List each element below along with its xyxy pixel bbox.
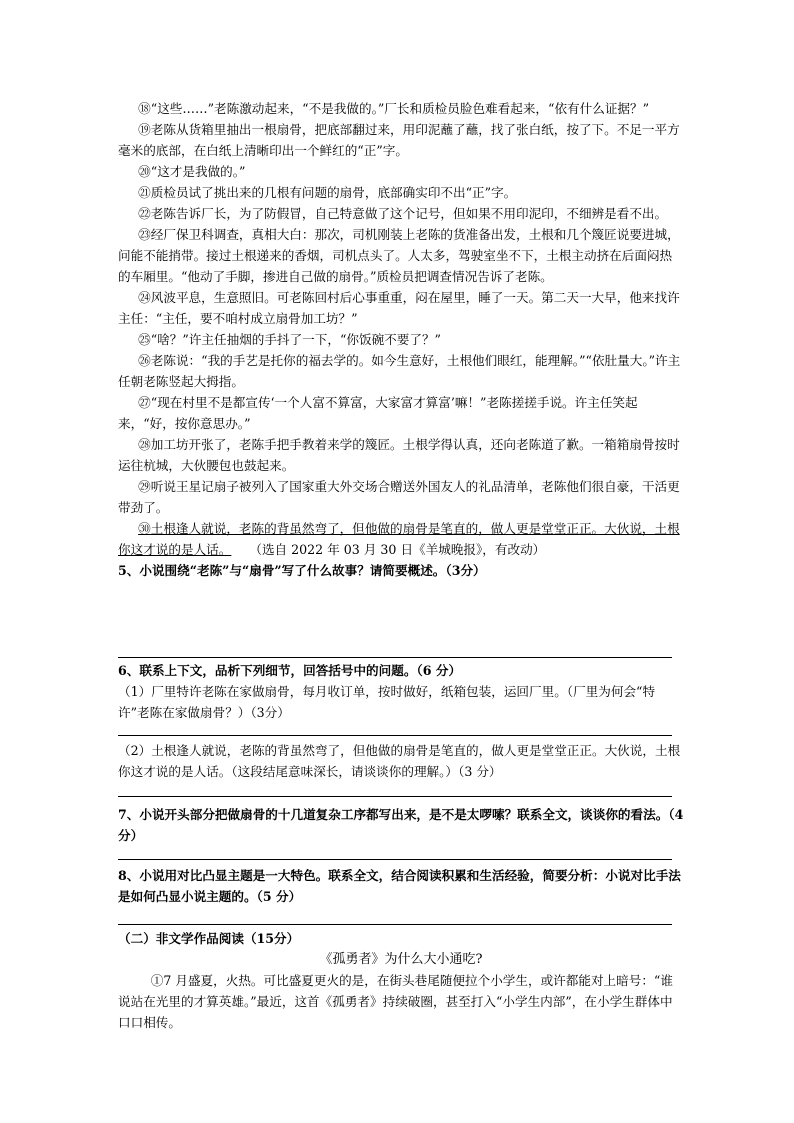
question-5: 5、小说围绕“老陈”与“扇骨”写了什么故事？请简要概述。（3分）: [118, 563, 486, 578]
question-6-part-2-block: [118, 740, 684, 782]
paragraph-18: ⑱“这些……”老陈激动起来，“不是我做的。”厂长和质检员脸色难看起来，“依有什么证据？”: [138, 101, 650, 116]
answer-line: [118, 796, 672, 797]
article-paragraph-1: ①7 月盛夏，火热。可比盛夏更火的是，在街头巷尾随便拉个小学生，或许都能对上暗号：“谁说站在光里的才算英雄。”最近，这首《孤勇者》持续破圈，甚至打入“小学生内部”，在小学生群体中口口相传。: [118, 973, 673, 1030]
paragraph-21: ㉑质检员试了挑出来的几根有问题的扇骨，底部确实印不出“正”字。: [138, 185, 517, 200]
paragraph-29: ㉙听说王星记扇子被列入了国家重大外交场合赠送外国友人的礼品清单，老陈他们很自豪，干活更带劲了。: [118, 479, 680, 515]
paragraph-28: ㉘加工坊开张了，老陈手把手教着来学的篾匠。土根学得认真，还向老陈道了歉。一箱箱扇骨按时运往杭城，大伙腰包也鼓起来。: [118, 437, 680, 473]
question-7-block: [118, 804, 684, 846]
paragraph-22: ㉒老陈告诉厂长，为了防假冒，自己特意做了这个记号，但如果不用印泥印，不细辨是看不出。: [138, 206, 668, 221]
nonfiction-section: [118, 928, 684, 1033]
paragraph-23: ㉓经厂保卫科调查，真相大白：那次，司机刚装上老陈的货准备出发，土根和几个篾匠说要进城，问能不能捎带。接过土根递来的香烟，司机点头了。人太多，驾驶室坐不下，土根主动挤在后面闷热的车厢里。“他动了手脚，掺进自己做的扇骨。”质检员把调查情况告诉了老陈。: [118, 227, 680, 284]
paragraph-19: ⑲老陈从货箱里抽出一根扇骨，把底部翻过来，用印泥蘸了蘸，找了张白纸，按了下。不足一平方毫米的底部，在白纸上清晰印出一个鲜红的“正”字。: [118, 122, 680, 158]
paragraph-25: ㉕“啥？”许主任抽烟的手抖了一下，“你饭碗不要了？”: [138, 332, 441, 347]
question-6: 6、联系上下文，品析下列细节，回答括号中的问题。（6 分）: [118, 663, 462, 678]
source-note: （选自 2022 年 03 月 30 日《羊城晚报》，有改动）: [249, 542, 546, 557]
paragraph-30-underlined: ㉚土根逢人就说，老陈的背虽然弯了，但他做的扇骨是笔直的，做人更是堂堂正正。大伙说，土根你这才说的是人话。: [118, 521, 680, 557]
answer-line: [118, 859, 672, 860]
answer-line: [118, 657, 672, 658]
story-continuation: [118, 98, 684, 581]
paragraph-30: [118, 518, 684, 560]
paragraph-24: ㉔风波平息，生意照旧。可老陈回村后心事重重，闷在屋里，睡了一天。第二天一大早，他来找许主任：“主任，要不咱村成立扇骨加工坊？”: [118, 290, 680, 326]
question-6-part-1: （1）厂里特许老陈在家做扇骨，每月收订单，按时做好，纸箱包装，运回厂里。（厂里为何会“特许”老陈在家做扇骨？）（3分）: [118, 684, 656, 720]
paragraph-27: ㉗“现在村里不是都宣传‘一个人富不算富，大家富才算富’嘛！”老陈搓搓手说。许主任笑起来，“好，按你意思办。”: [118, 395, 638, 431]
question-8: 8、小说用对比凸显主题是一大特色。联系全文，结合阅读积累和生活经验，简要分析：小说对比手法是如何凸显小说主题的。（5 分）: [118, 868, 681, 904]
article-title: 《孤勇者》为什么大小通吃?: [319, 952, 483, 967]
paragraph-26: ㉖老陈说：“我的手艺是托你的福去学的。如今生意好，土根他们眼红，能理解。”“依肚量大。”许主任朝老陈竖起大拇指。: [118, 353, 681, 389]
answer-line: [118, 924, 672, 925]
question-6-part-2: （2）土根逢人就说，老陈的背虽然弯了，但他做的扇骨是笔直的，做人更是堂堂正正。大伙说，土根你这才说的是人话。（这段结尾意味深长，请谈谈你的理解。）（3 分）: [118, 743, 681, 779]
paragraph-20: ⑳“这才是我做的。”: [138, 164, 246, 179]
answer-line: [118, 735, 672, 736]
question-6-block: [118, 660, 684, 723]
section-heading: （二）非文学作品阅读（15分）: [118, 931, 300, 946]
question-8-block: [118, 865, 684, 907]
question-7: 7、小说开头部分把做扇骨的十几道复杂工序都写出来，是不是太啰嗦？联系全文，谈谈你的看法。（4 分）: [118, 807, 684, 843]
